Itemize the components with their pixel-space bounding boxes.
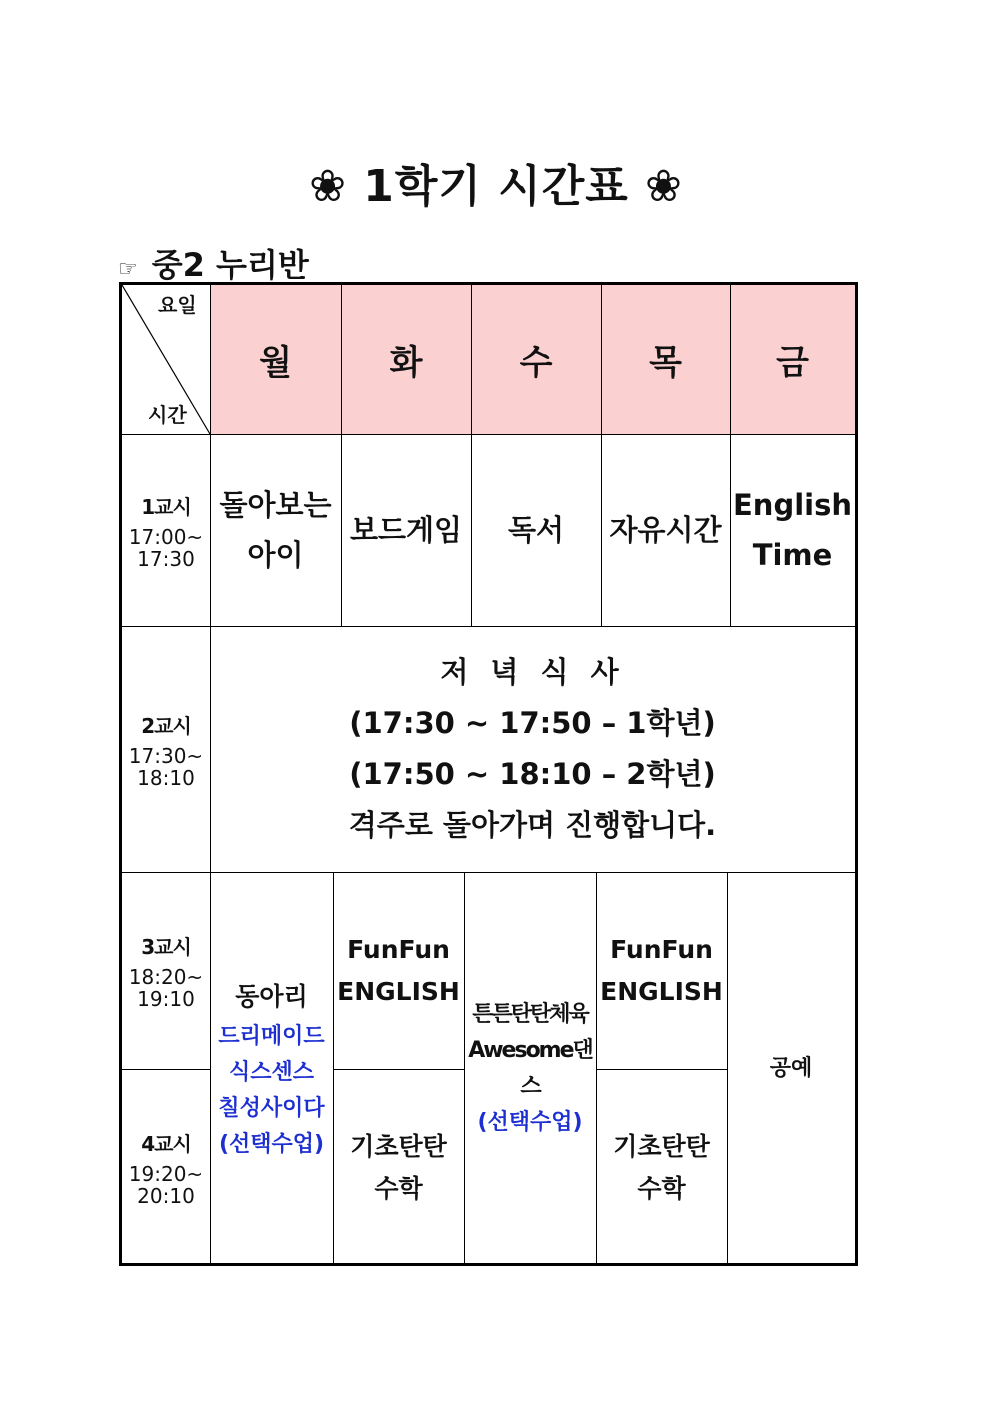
- day-header-wed: 수: [471, 285, 601, 434]
- grid-line: [122, 1069, 210, 1070]
- dinner-note: 격주로 돌아가며 진행합니다.: [348, 808, 717, 842]
- craft-cell: 공예: [769, 1056, 813, 1081]
- pointing-hand-icon: ☞: [118, 257, 138, 282]
- period-3-label: [122, 872, 210, 1069]
- thu-p3-cell: [596, 872, 727, 1069]
- club-note: (선택수업): [218, 1132, 325, 1157]
- thu-p4-cell: [596, 1069, 727, 1266]
- club-option: 드리메이드: [218, 1024, 325, 1049]
- pe-note: (선택수업): [477, 1110, 583, 1135]
- pe-title: 튼튼탄탄체육: [472, 1002, 588, 1027]
- period-start: 17:00~: [128, 524, 204, 549]
- grid-line: [471, 285, 472, 626]
- cell-line: FunFun: [610, 934, 713, 964]
- cell-line: ENGLISH: [600, 976, 723, 1006]
- row1-fri-cell: [730, 434, 855, 626]
- grid-line: [122, 872, 855, 873]
- cell-line: 기초탄탄: [613, 1131, 710, 1161]
- grid-line: [122, 434, 855, 435]
- day-header-tue: 화: [341, 285, 471, 434]
- period-end: 19:10: [137, 987, 195, 1011]
- period-end: 17:30: [137, 546, 195, 571]
- tue-p4-cell: [333, 1069, 464, 1266]
- period-end: 18:10: [137, 765, 195, 790]
- grid-line: [464, 872, 465, 1266]
- corner-header: [122, 285, 210, 434]
- day-header-fri: 금: [730, 285, 855, 434]
- period-start: 19:20~: [128, 1162, 204, 1186]
- cell-line: FunFun: [347, 934, 450, 964]
- dinner-grade1: (17:30 ~ 17:50 – 1학년): [349, 706, 716, 740]
- grid-line: [333, 1069, 464, 1070]
- dinner-cell: [210, 626, 855, 872]
- cell-line: 수학: [374, 1173, 423, 1203]
- period-name: 1교시: [141, 494, 191, 519]
- cell-line: ENGLISH: [337, 976, 460, 1006]
- grid-line: [727, 872, 728, 1266]
- weekday-header-label: 요일: [158, 293, 197, 317]
- class-name-text: 중2 누리반: [151, 246, 309, 284]
- day-header-mon: 월: [210, 285, 341, 434]
- period-start: 17:30~: [128, 743, 204, 768]
- row1-mon-cell: [210, 434, 341, 626]
- club-option: 칠성사이다: [218, 1096, 325, 1121]
- cell-line: Time: [752, 538, 833, 572]
- cell-line: English: [732, 488, 852, 522]
- period-start: 18:20~: [128, 965, 204, 989]
- period-end: 20:10: [137, 1184, 195, 1208]
- period-name: 3교시: [141, 935, 191, 959]
- grid-line: [730, 285, 731, 626]
- club-title: 동아리: [235, 982, 308, 1011]
- pe-cell: [464, 872, 596, 1266]
- row1-thu-cell: 자유시간: [609, 513, 722, 547]
- period-name: 4교시: [141, 1132, 191, 1156]
- club-option: 식스센스: [228, 1060, 314, 1085]
- grid-line: [122, 626, 855, 627]
- class-name: [118, 240, 309, 286]
- timetable: [119, 282, 858, 1266]
- tue-p3-cell: [333, 872, 464, 1069]
- period-1-label: [122, 434, 210, 626]
- grid-line: [210, 285, 211, 1266]
- grid-line: [596, 1069, 727, 1070]
- period-name: 2교시: [141, 713, 191, 738]
- pe-sub: Awesome댄스: [468, 1038, 592, 1099]
- page-title: ❀ 1학기 시간표 ❀: [309, 161, 683, 212]
- row1-tue-cell: 보드게임: [349, 513, 463, 547]
- grid-line: [601, 285, 602, 626]
- dinner-grade2: (17:50 ~ 18:10 – 2학년): [349, 757, 716, 791]
- cell-line: 아이: [247, 538, 304, 572]
- day-header-thu: 목: [601, 285, 730, 434]
- cell-line: 수학: [637, 1173, 686, 1203]
- cell-line: 돌아보는: [219, 488, 332, 522]
- club-cell: [210, 872, 333, 1266]
- period-4-label: [122, 1069, 210, 1266]
- time-header-label: 시간: [148, 403, 187, 427]
- grid-line: [341, 285, 342, 626]
- cell-line: 기초탄탄: [350, 1131, 447, 1161]
- dinner-title: 저 녁 식 사: [440, 655, 625, 689]
- row1-wed-cell: 독서: [507, 513, 565, 547]
- period-2-label: [122, 626, 210, 872]
